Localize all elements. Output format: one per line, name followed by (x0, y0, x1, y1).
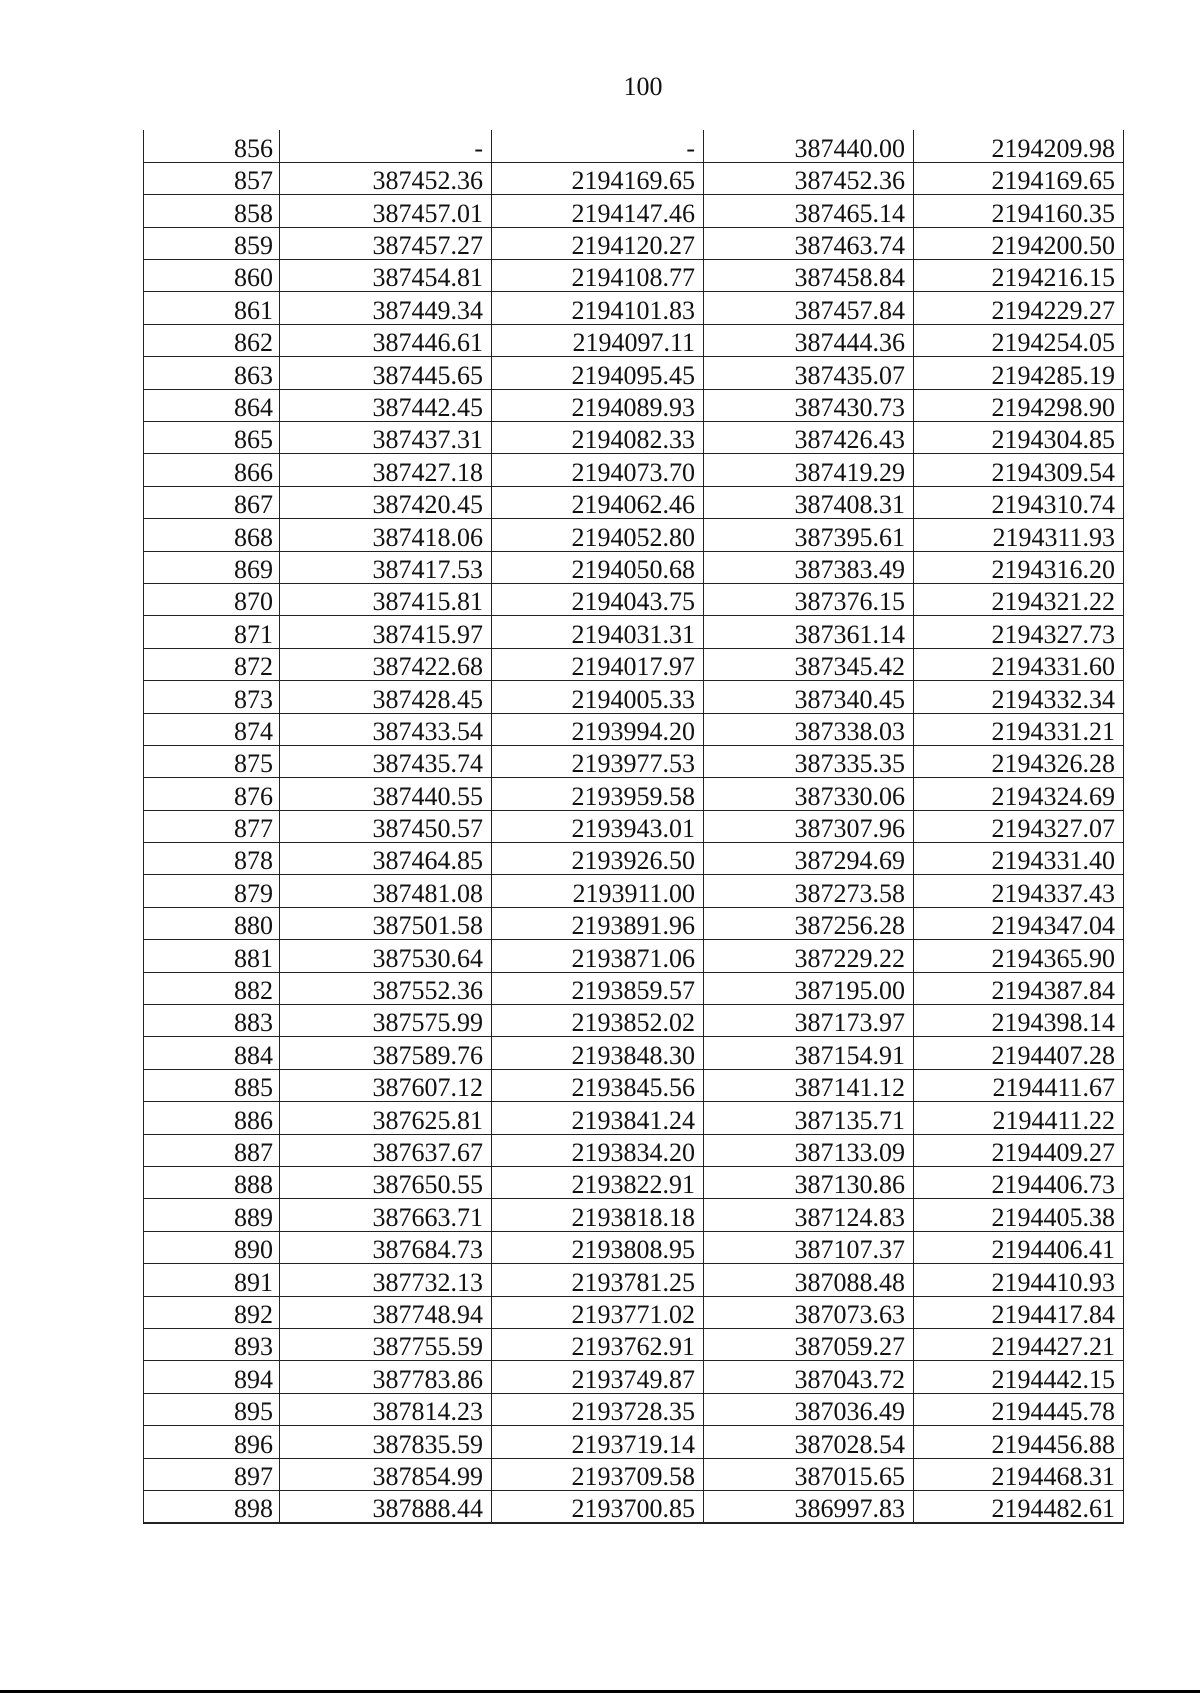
coordinates-table (143, 130, 1124, 1524)
y-coordinate-cell-b: 2194331.40 (914, 843, 1124, 875)
x-coordinate-cell-a: 387420.45 (280, 486, 492, 518)
x-coordinate-cell-a: 387589.76 (280, 1037, 492, 1069)
point-number-cell: 874 (144, 713, 280, 745)
table-row (144, 324, 1124, 356)
y-coordinate-cell-b: 2194445.78 (914, 1393, 1124, 1425)
table-row (144, 1037, 1124, 1069)
y-coordinate-cell-b: 2194406.73 (914, 1167, 1124, 1199)
table-row (144, 810, 1124, 842)
y-coordinate-cell-a: 2193994.20 (492, 713, 704, 745)
x-coordinate-cell-b: 387124.83 (704, 1199, 914, 1231)
y-coordinate-cell-a: 2194043.75 (492, 583, 704, 615)
point-number-cell: 859 (144, 227, 280, 259)
x-coordinate-cell-b: 387376.15 (704, 583, 914, 615)
table-row (144, 1231, 1124, 1263)
y-coordinate-cell-a: 2194120.27 (492, 227, 704, 259)
y-coordinate-cell-a: 2193771.02 (492, 1296, 704, 1328)
y-coordinate-cell-a: 2194017.97 (492, 648, 704, 680)
x-coordinate-cell-a: 387427.18 (280, 454, 492, 486)
point-number-cell: 896 (144, 1426, 280, 1458)
y-coordinate-cell-b: 2194482.61 (914, 1490, 1124, 1522)
y-coordinate-cell-a: 2193709.58 (492, 1458, 704, 1490)
table-row (144, 1393, 1124, 1425)
x-coordinate-cell-a: 387888.44 (280, 1490, 492, 1522)
y-coordinate-cell-b: 2194427.21 (914, 1328, 1124, 1360)
y-coordinate-cell-b: 2194442.15 (914, 1361, 1124, 1393)
x-coordinate-cell-a: 387625.81 (280, 1102, 492, 1134)
point-number-cell: 888 (144, 1167, 280, 1199)
y-coordinate-cell-b: 2194410.93 (914, 1264, 1124, 1296)
y-coordinate-cell-b: 2194337.43 (914, 875, 1124, 907)
y-coordinate-cell-a: 2194005.33 (492, 681, 704, 713)
x-coordinate-cell-a: 387428.45 (280, 681, 492, 713)
point-number-cell: 877 (144, 810, 280, 842)
x-coordinate-cell-b: 387435.07 (704, 357, 914, 389)
x-coordinate-cell-b: 387330.06 (704, 778, 914, 810)
point-number-cell: 869 (144, 551, 280, 583)
point-number-cell: 892 (144, 1296, 280, 1328)
point-number-cell: 894 (144, 1361, 280, 1393)
x-coordinate-cell-a: 387650.55 (280, 1167, 492, 1199)
y-coordinate-cell-a: 2193871.06 (492, 940, 704, 972)
point-number-cell: 860 (144, 260, 280, 292)
y-coordinate-cell-a: 2194062.46 (492, 486, 704, 518)
x-coordinate-cell-b: 387195.00 (704, 972, 914, 1004)
y-coordinate-cell-a: 2193977.53 (492, 745, 704, 777)
table-row (144, 1361, 1124, 1393)
y-coordinate-cell-b: 2194169.65 (914, 162, 1124, 194)
table-row (144, 357, 1124, 389)
table-row (144, 875, 1124, 907)
table-row (144, 162, 1124, 194)
y-coordinate-cell-b: 2194387.84 (914, 972, 1124, 1004)
table-row (144, 195, 1124, 227)
x-coordinate-cell-a: 387452.36 (280, 162, 492, 194)
x-coordinate-cell-a: 387422.68 (280, 648, 492, 680)
x-coordinate-cell-a: 387445.65 (280, 357, 492, 389)
table-row (144, 583, 1124, 615)
y-coordinate-cell-b: 2194332.34 (914, 681, 1124, 713)
point-number-cell: 879 (144, 875, 280, 907)
x-coordinate-cell-b: 387135.71 (704, 1102, 914, 1134)
x-coordinate-cell-a: 387783.86 (280, 1361, 492, 1393)
y-coordinate-cell-b: 2194411.22 (914, 1102, 1124, 1134)
point-number-cell: 867 (144, 486, 280, 518)
table-row (144, 1167, 1124, 1199)
y-coordinate-cell-a: 2193911.00 (492, 875, 704, 907)
x-coordinate-cell-b: 387361.14 (704, 616, 914, 648)
y-coordinate-cell-a: - (492, 130, 704, 162)
table-row (144, 1264, 1124, 1296)
point-number-cell: 889 (144, 1199, 280, 1231)
y-coordinate-cell-a: 2193845.56 (492, 1069, 704, 1101)
point-number-cell: 895 (144, 1393, 280, 1425)
y-coordinate-cell-b: 2194468.31 (914, 1458, 1124, 1490)
x-coordinate-cell-b: 387338.03 (704, 713, 914, 745)
x-coordinate-cell-a: 387732.13 (280, 1264, 492, 1296)
x-coordinate-cell-a: 387575.99 (280, 1005, 492, 1037)
table-row (144, 1102, 1124, 1134)
point-number-cell: 881 (144, 940, 280, 972)
table-row (144, 389, 1124, 421)
x-coordinate-cell-b: 387408.31 (704, 486, 914, 518)
y-coordinate-cell-a: 2193926.50 (492, 843, 704, 875)
table-row (144, 227, 1124, 259)
x-coordinate-cell-b: 387419.29 (704, 454, 914, 486)
y-coordinate-cell-b: 2194406.41 (914, 1231, 1124, 1263)
table-row (144, 681, 1124, 713)
table-row (144, 1134, 1124, 1166)
x-coordinate-cell-a: 387607.12 (280, 1069, 492, 1101)
point-number-cell: 898 (144, 1490, 280, 1522)
y-coordinate-cell-a: 2193841.24 (492, 1102, 704, 1134)
point-number-cell: 871 (144, 616, 280, 648)
x-coordinate-cell-a: 387457.01 (280, 195, 492, 227)
y-coordinate-cell-b: 2194216.15 (914, 260, 1124, 292)
point-number-cell: 864 (144, 389, 280, 421)
y-coordinate-cell-a: 2194052.80 (492, 519, 704, 551)
y-coordinate-cell-a: 2193834.20 (492, 1134, 704, 1166)
table-row (144, 260, 1124, 292)
y-coordinate-cell-b: 2194365.90 (914, 940, 1124, 972)
x-coordinate-cell-a: 387415.81 (280, 583, 492, 615)
y-coordinate-cell-a: 2194073.70 (492, 454, 704, 486)
point-number-cell: 883 (144, 1005, 280, 1037)
table-row (144, 1005, 1124, 1037)
x-coordinate-cell-b: 387130.86 (704, 1167, 914, 1199)
y-coordinate-cell-b: 2194324.69 (914, 778, 1124, 810)
y-coordinate-cell-a: 2194095.45 (492, 357, 704, 389)
y-coordinate-cell-a: 2193959.58 (492, 778, 704, 810)
x-coordinate-cell-a: 387854.99 (280, 1458, 492, 1490)
x-coordinate-cell-b: 387383.49 (704, 551, 914, 583)
y-coordinate-cell-b: 2194200.50 (914, 227, 1124, 259)
x-coordinate-cell-b: 387457.84 (704, 292, 914, 324)
table-row (144, 519, 1124, 551)
x-coordinate-cell-b: 387426.43 (704, 422, 914, 454)
table-row (144, 422, 1124, 454)
y-coordinate-cell-b: 2194331.60 (914, 648, 1124, 680)
y-coordinate-cell-a: 2193762.91 (492, 1328, 704, 1360)
table-row (144, 1458, 1124, 1490)
x-coordinate-cell-b: 387059.27 (704, 1328, 914, 1360)
table-body (144, 130, 1124, 1523)
point-number-cell: 882 (144, 972, 280, 1004)
point-number-cell: 863 (144, 357, 280, 389)
point-number-cell: 873 (144, 681, 280, 713)
point-number-cell: 893 (144, 1328, 280, 1360)
table-row (144, 1069, 1124, 1101)
y-coordinate-cell-b: 2194411.67 (914, 1069, 1124, 1101)
point-number-cell: 868 (144, 519, 280, 551)
x-coordinate-cell-a: 387663.71 (280, 1199, 492, 1231)
point-number-cell: 870 (144, 583, 280, 615)
y-coordinate-cell-b: 2194304.85 (914, 422, 1124, 454)
x-coordinate-cell-a: 387433.54 (280, 713, 492, 745)
y-coordinate-cell-b: 2194254.05 (914, 324, 1124, 356)
y-coordinate-cell-b: 2194160.35 (914, 195, 1124, 227)
x-coordinate-cell-a: 387435.74 (280, 745, 492, 777)
x-coordinate-cell-b: 387229.22 (704, 940, 914, 972)
point-number-cell: 884 (144, 1037, 280, 1069)
x-coordinate-cell-b: 387335.35 (704, 745, 914, 777)
x-coordinate-cell-b: 387340.45 (704, 681, 914, 713)
y-coordinate-cell-b: 2194407.28 (914, 1037, 1124, 1069)
y-coordinate-cell-b: 2194298.90 (914, 389, 1124, 421)
y-coordinate-cell-b: 2194347.04 (914, 907, 1124, 939)
x-coordinate-cell-b: 387036.49 (704, 1393, 914, 1425)
y-coordinate-cell-b: 2194456.88 (914, 1426, 1124, 1458)
page-number: 100 (623, 72, 663, 101)
y-coordinate-cell-a: 2194031.31 (492, 616, 704, 648)
y-coordinate-cell-b: 2194309.54 (914, 454, 1124, 486)
point-number-cell: 862 (144, 324, 280, 356)
y-coordinate-cell-a: 2193852.02 (492, 1005, 704, 1037)
table-row (144, 843, 1124, 875)
x-coordinate-cell-b: 387465.14 (704, 195, 914, 227)
x-coordinate-cell-b: 387458.84 (704, 260, 914, 292)
y-coordinate-cell-a: 2193859.57 (492, 972, 704, 1004)
table-row (144, 1199, 1124, 1231)
x-coordinate-cell-b: 387015.65 (704, 1458, 914, 1490)
y-coordinate-cell-b: 2194331.21 (914, 713, 1124, 745)
x-coordinate-cell-b: 387307.96 (704, 810, 914, 842)
x-coordinate-cell-a: 387415.97 (280, 616, 492, 648)
x-coordinate-cell-a: 387450.57 (280, 810, 492, 842)
y-coordinate-cell-a: 2193818.18 (492, 1199, 704, 1231)
x-coordinate-cell-b: 387107.37 (704, 1231, 914, 1263)
x-coordinate-cell-a: 387684.73 (280, 1231, 492, 1263)
table-row (144, 713, 1124, 745)
x-coordinate-cell-a: 387454.81 (280, 260, 492, 292)
x-coordinate-cell-a: 387464.85 (280, 843, 492, 875)
x-coordinate-cell-b: 387256.28 (704, 907, 914, 939)
y-coordinate-cell-a: 2193719.14 (492, 1426, 704, 1458)
x-coordinate-cell-a: 387442.45 (280, 389, 492, 421)
x-coordinate-cell-a: 387501.58 (280, 907, 492, 939)
y-coordinate-cell-b: 2194405.38 (914, 1199, 1124, 1231)
y-coordinate-cell-a: 2194108.77 (492, 260, 704, 292)
x-coordinate-cell-b: 387444.36 (704, 324, 914, 356)
x-coordinate-cell-b: 386997.83 (704, 1490, 914, 1522)
table-row (144, 616, 1124, 648)
x-coordinate-cell-a: 387440.55 (280, 778, 492, 810)
point-number-cell: 891 (144, 1264, 280, 1296)
x-coordinate-cell-b: 387133.09 (704, 1134, 914, 1166)
point-number-cell: 861 (144, 292, 280, 324)
y-coordinate-cell-b: 2194285.19 (914, 357, 1124, 389)
y-coordinate-cell-b: 2194321.22 (914, 583, 1124, 615)
y-coordinate-cell-b: 2194327.07 (914, 810, 1124, 842)
y-coordinate-cell-b: 2194327.73 (914, 616, 1124, 648)
table-row (144, 1490, 1124, 1522)
x-coordinate-cell-a: - (280, 130, 492, 162)
y-coordinate-cell-a: 2194050.68 (492, 551, 704, 583)
y-coordinate-cell-b: 2194209.98 (914, 130, 1124, 162)
table-row (144, 454, 1124, 486)
y-coordinate-cell-b: 2194310.74 (914, 486, 1124, 518)
y-coordinate-cell-a: 2194169.65 (492, 162, 704, 194)
point-number-cell: 858 (144, 195, 280, 227)
y-coordinate-cell-a: 2193808.95 (492, 1231, 704, 1263)
x-coordinate-cell-b: 387088.48 (704, 1264, 914, 1296)
x-coordinate-cell-a: 387481.08 (280, 875, 492, 907)
x-coordinate-cell-a: 387457.27 (280, 227, 492, 259)
table-row (144, 1328, 1124, 1360)
y-coordinate-cell-b: 2194229.27 (914, 292, 1124, 324)
y-coordinate-cell-a: 2193749.87 (492, 1361, 704, 1393)
point-number-cell: 856 (144, 130, 280, 162)
y-coordinate-cell-b: 2194398.14 (914, 1005, 1124, 1037)
point-number-cell: 890 (144, 1231, 280, 1263)
x-coordinate-cell-a: 387437.31 (280, 422, 492, 454)
y-coordinate-cell-a: 2194101.83 (492, 292, 704, 324)
point-number-cell: 880 (144, 907, 280, 939)
table-row (144, 940, 1124, 972)
y-coordinate-cell-a: 2194082.33 (492, 422, 704, 454)
point-number-cell: 875 (144, 745, 280, 777)
x-coordinate-cell-a: 387755.59 (280, 1328, 492, 1360)
y-coordinate-cell-a: 2193822.91 (492, 1167, 704, 1199)
y-coordinate-cell-a: 2194097.11 (492, 324, 704, 356)
point-number-cell: 857 (144, 162, 280, 194)
point-number-cell: 878 (144, 843, 280, 875)
y-coordinate-cell-a: 2193781.25 (492, 1264, 704, 1296)
x-coordinate-cell-a: 387748.94 (280, 1296, 492, 1328)
x-coordinate-cell-a: 387530.64 (280, 940, 492, 972)
y-coordinate-cell-b: 2194417.84 (914, 1296, 1124, 1328)
table-row (144, 907, 1124, 939)
point-number-cell: 865 (144, 422, 280, 454)
x-coordinate-cell-a: 387814.23 (280, 1393, 492, 1425)
y-coordinate-cell-b: 2194409.27 (914, 1134, 1124, 1166)
y-coordinate-cell-b: 2194316.20 (914, 551, 1124, 583)
point-number-cell: 876 (144, 778, 280, 810)
x-coordinate-cell-b: 387043.72 (704, 1361, 914, 1393)
x-coordinate-cell-a: 387637.67 (280, 1134, 492, 1166)
x-coordinate-cell-b: 387463.74 (704, 227, 914, 259)
x-coordinate-cell-b: 387452.36 (704, 162, 914, 194)
point-number-cell: 887 (144, 1134, 280, 1166)
x-coordinate-cell-a: 387835.59 (280, 1426, 492, 1458)
y-coordinate-cell-a: 2193891.96 (492, 907, 704, 939)
x-coordinate-cell-b: 387440.00 (704, 130, 914, 162)
point-number-cell: 897 (144, 1458, 280, 1490)
x-coordinate-cell-a: 387449.34 (280, 292, 492, 324)
y-coordinate-cell-a: 2194089.93 (492, 389, 704, 421)
y-coordinate-cell-b: 2194326.28 (914, 745, 1124, 777)
x-coordinate-cell-b: 387345.42 (704, 648, 914, 680)
x-coordinate-cell-b: 387154.91 (704, 1037, 914, 1069)
table-row (144, 972, 1124, 1004)
point-number-cell: 885 (144, 1069, 280, 1101)
table-row (144, 648, 1124, 680)
table-row (144, 292, 1124, 324)
point-number-cell: 866 (144, 454, 280, 486)
x-coordinate-cell-b: 387273.58 (704, 875, 914, 907)
table-row (144, 486, 1124, 518)
table-row (144, 130, 1124, 162)
table-row (144, 745, 1124, 777)
x-coordinate-cell-b: 387141.12 (704, 1069, 914, 1101)
y-coordinate-cell-a: 2193700.85 (492, 1490, 704, 1522)
x-coordinate-cell-b: 387173.97 (704, 1005, 914, 1037)
x-coordinate-cell-b: 387395.61 (704, 519, 914, 551)
table-row (144, 778, 1124, 810)
x-coordinate-cell-a: 387417.53 (280, 551, 492, 583)
y-coordinate-cell-a: 2193943.01 (492, 810, 704, 842)
table-row (144, 551, 1124, 583)
y-coordinate-cell-a: 2194147.46 (492, 195, 704, 227)
point-number-cell: 872 (144, 648, 280, 680)
x-coordinate-cell-a: 387418.06 (280, 519, 492, 551)
point-number-cell: 886 (144, 1102, 280, 1134)
y-coordinate-cell-b: 2194311.93 (914, 519, 1124, 551)
x-coordinate-cell-b: 387294.69 (704, 843, 914, 875)
x-coordinate-cell-b: 387028.54 (704, 1426, 914, 1458)
table-row (144, 1426, 1124, 1458)
y-coordinate-cell-a: 2193728.35 (492, 1393, 704, 1425)
y-coordinate-cell-a: 2193848.30 (492, 1037, 704, 1069)
x-coordinate-cell-a: 387552.36 (280, 972, 492, 1004)
table-row (144, 1296, 1124, 1328)
x-coordinate-cell-a: 387446.61 (280, 324, 492, 356)
x-coordinate-cell-b: 387430.73 (704, 389, 914, 421)
x-coordinate-cell-b: 387073.63 (704, 1296, 914, 1328)
